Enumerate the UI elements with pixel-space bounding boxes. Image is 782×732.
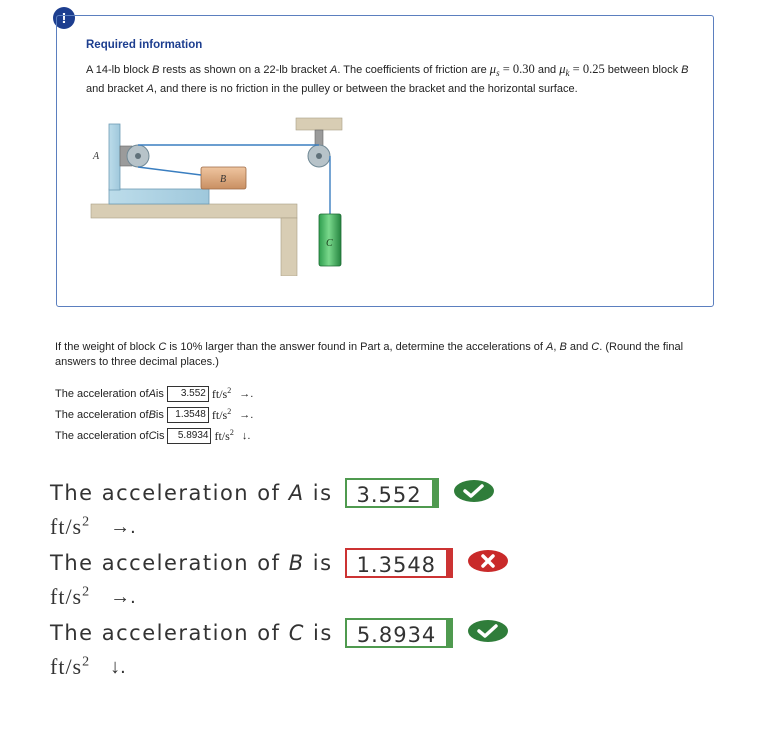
- result-field-c[interactable]: 5.8934: [345, 618, 453, 648]
- direction-arrow-b-large: →.: [110, 585, 136, 608]
- alert-icon: !: [53, 7, 75, 29]
- direction-arrow-c: ↓.: [241, 429, 251, 442]
- answer-results: The acceleration of A is 3.552 $ft/s^2$ →. The acceleration of B is 1.3548 $ft/s^2$ →. The acceleration of C is 5.8934 $ft/s^2$ ↓.: [50, 475, 750, 685]
- ceiling-support: [296, 118, 342, 130]
- cable-to-block: [138, 167, 201, 175]
- direction-arrow-b: →.: [239, 408, 254, 421]
- table-top: [91, 204, 297, 218]
- direction-arrow-c-large: ↓.: [110, 655, 126, 678]
- label-a: A: [93, 151, 100, 162]
- answer-row-c: The acceleration of C is 5.8934 $ft/s^2$ ↓.: [55, 427, 251, 443]
- direction-arrow-a-large: →.: [110, 515, 136, 538]
- check-icon: [453, 479, 495, 508]
- pulley-hanger: [315, 130, 323, 146]
- result-row-b: The acceleration of B is 1.3548: [50, 545, 750, 581]
- info-title: Required information: [86, 39, 203, 51]
- cross-icon: [467, 549, 509, 578]
- direction-arrow-a: →.: [239, 387, 254, 400]
- question-text: If the weight of block C is 10% larger than the answer found in Part a, determine the accelerations of A, B and C. (Round the final answers to three decimal places.): [55, 341, 684, 368]
- mu-s-symbol: μ: [489, 62, 497, 76]
- table-leg: [281, 218, 297, 276]
- bracket-a-upright: [109, 124, 120, 190]
- pulley-diagram: [88, 116, 378, 276]
- answer-input-a[interactable]: 3.552: [167, 386, 209, 402]
- result-field-a[interactable]: 3.552: [345, 478, 439, 508]
- result-row-a: The acceleration of A is 3.552: [50, 475, 750, 511]
- label-b: B: [220, 174, 227, 185]
- label-c: C: [326, 238, 333, 249]
- answer-list: [55, 383, 253, 446]
- answer-input-b[interactable]: 1.3548: [167, 407, 209, 423]
- answer-input-c[interactable]: 5.8934: [167, 428, 211, 444]
- mu-k-symbol: μ: [559, 62, 566, 76]
- bracket-pulley-hub: [135, 153, 141, 159]
- problem-statement: A 14-lb block B rests as shown on a 22-lb bracket A. The coefficients of friction are $\mu_s = 0.30$ and $\mu_k = 0.25$ between block B and bracket A, and there is no friction in the pulley or between the bracket and the horizontal surface.: [86, 62, 689, 95]
- result-row-c: The acceleration of C is 5.8934: [50, 615, 750, 651]
- result-field-b[interactable]: 1.3548: [345, 548, 453, 578]
- answer-row-a: The acceleration of A is 3.552 $ft/s^2$ →.: [55, 385, 254, 401]
- required-information-panel: [56, 15, 714, 307]
- bracket-a-base: [109, 189, 209, 204]
- check-icon: [467, 619, 509, 648]
- top-pulley-hub: [316, 153, 322, 159]
- answer-row-b: The acceleration of B is 1.3548 $ft/s^2$ →.: [55, 406, 254, 422]
